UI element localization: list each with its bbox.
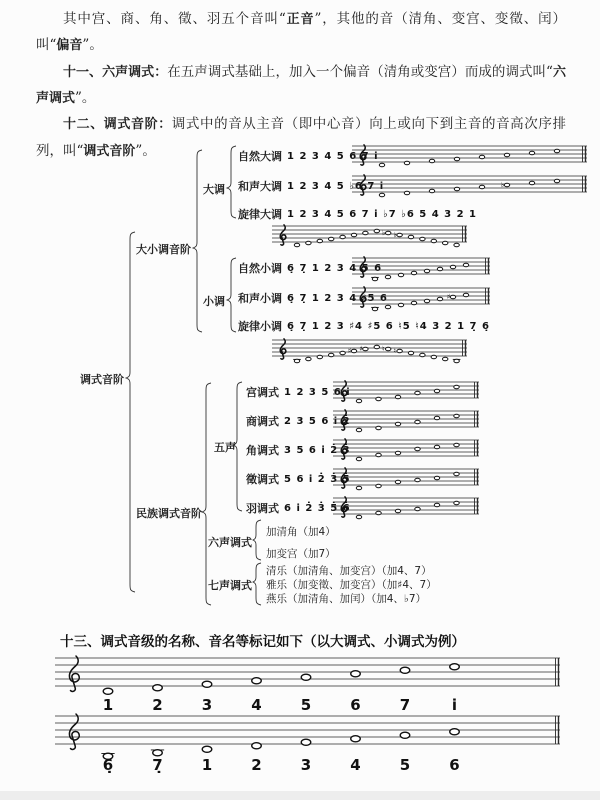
degree-number: 4 bbox=[251, 696, 262, 714]
group-heptatonic-label: 七声调式 bbox=[208, 579, 252, 592]
row-label: 和声大调 bbox=[238, 180, 282, 193]
group-major-label: 大调 bbox=[203, 183, 225, 196]
row-numbers: 5 6 i 2̇ 3̇ 5̇ bbox=[284, 473, 351, 485]
row-numbers: 6 i 2̇ 3̇ 5̇ 6̇ bbox=[284, 502, 351, 514]
tree-root-label: 调式音阶 bbox=[80, 373, 124, 386]
degree-number: 6 bbox=[350, 696, 361, 714]
page-bottom-edge bbox=[0, 791, 600, 800]
row-label: 自然小调 bbox=[238, 262, 282, 275]
heptatonic-item-yanyue: 燕乐（加清角、加闰）（加4、♭7） bbox=[266, 593, 427, 605]
svg-text:♯: ♯ bbox=[347, 346, 352, 356]
group-major-minor-label: 大小调音阶 bbox=[136, 243, 191, 256]
brace-major bbox=[227, 146, 236, 218]
row-label: 羽调式 bbox=[246, 502, 279, 515]
row-label: 旋律小调 bbox=[238, 320, 282, 333]
degree-number: 6 bbox=[449, 756, 460, 774]
row-numbers: 1 2 3 4 5 6 7 i ♭7 ♭6 5 4 3 2 1 bbox=[287, 208, 478, 220]
p1-text: ”，其他的音（清角、变宫、变徵、闰）叫“ bbox=[36, 11, 566, 54]
staff-zhi-mode bbox=[333, 465, 479, 495]
term-liushengdiaoshi: 六声调式 bbox=[36, 64, 566, 107]
staff-major-degrees bbox=[55, 654, 560, 698]
staff-melodic-minor bbox=[272, 336, 467, 366]
group-hexatonic-label: 六声调式 bbox=[208, 536, 252, 549]
p1-text: 其中宫、商、角、徵、羽五个音叫“ bbox=[63, 11, 286, 27]
row-numbers: 3 5 6 i 2̇ 3̇ bbox=[284, 444, 351, 456]
svg-text:♮: ♮ bbox=[393, 346, 396, 356]
heading-12: 十二、调式音阶： bbox=[63, 117, 172, 133]
brace-hexatonic bbox=[253, 520, 261, 560]
degree-number: 5 bbox=[399, 756, 411, 774]
group-minor-label: 小调 bbox=[203, 295, 225, 308]
row-melodic-major bbox=[238, 206, 477, 222]
heptatonic-item-qingyue: 清乐（加清角、加变宫）（加4、7） bbox=[266, 565, 432, 577]
row-numbers: 6̣ 7̣ 1 2 3 4 5 6 bbox=[287, 262, 383, 274]
row-numbers: 1 2 3 5 6 i bbox=[284, 386, 351, 398]
svg-text:♭: ♭ bbox=[500, 180, 505, 190]
heptatonic-item-yayue: 雅乐（加变徵、加变宫）（加♯4、7） bbox=[266, 579, 437, 591]
row-label: 旋律大调 bbox=[238, 208, 282, 221]
row-numbers: 1 2 3 4 5 ♭6 7 i bbox=[287, 180, 385, 192]
staff-natural-minor bbox=[352, 254, 490, 284]
brace-major-minor bbox=[193, 150, 202, 332]
staff-harmonic-minor bbox=[352, 284, 490, 314]
svg-text:♭: ♭ bbox=[393, 230, 397, 240]
brace-minor bbox=[227, 258, 236, 332]
degree-number: 7̣ bbox=[152, 756, 163, 774]
degree-number: 2 bbox=[251, 756, 262, 774]
row-numbers: 6̣ 7̣ 1 2 3 4 ♯5 6 bbox=[287, 292, 388, 304]
staff-natural-major bbox=[352, 142, 587, 172]
row-numbers: 6̣ 7̣ 1 2 3 ♯4 ♯5 6 ♮5 ♮4 3 2 1 7̣ 6̣ bbox=[287, 320, 490, 332]
section-13-heading: 十三、调式音级的名称、音名等标记如下（以大调式、小调式为例） bbox=[60, 634, 465, 650]
paragraph-zhengyin-pianyin bbox=[36, 6, 566, 59]
brace-root bbox=[126, 232, 135, 592]
degree-number: 3 bbox=[201, 696, 213, 714]
paragraph-11-liusheng bbox=[36, 59, 566, 112]
svg-text:♯: ♯ bbox=[359, 344, 363, 354]
svg-text:♭: ♭ bbox=[382, 228, 386, 238]
degree-number: i bbox=[451, 696, 458, 714]
row-label: 宫调式 bbox=[246, 386, 279, 399]
row-numbers: 2 3 5 6 i 2̇ bbox=[284, 415, 351, 427]
p2-text: ”。 bbox=[75, 90, 96, 107]
degree-number: 5 bbox=[300, 696, 312, 714]
svg-text:♮: ♮ bbox=[382, 344, 385, 354]
degree-number: 7 bbox=[399, 696, 411, 714]
row-label: 徵调式 bbox=[246, 473, 279, 486]
mode-scale-tree-diagram bbox=[0, 140, 600, 628]
staff-gong-mode bbox=[333, 378, 479, 408]
hexatonic-item-biangong: 加变宫（加7） bbox=[266, 548, 336, 560]
p1-text: ”。 bbox=[82, 37, 103, 54]
heading-11: 十一、六声调式： bbox=[63, 64, 168, 80]
svg-text:♯: ♯ bbox=[446, 292, 451, 302]
p3-text: ”。 bbox=[135, 142, 156, 159]
degree-number: 1 bbox=[201, 756, 213, 774]
group-pentatonic-label: 五声 bbox=[214, 441, 236, 454]
term-diaoshiyinjie: 调式音阶 bbox=[83, 143, 136, 159]
degree-number: 4 bbox=[350, 756, 361, 774]
degree-number: 3 bbox=[300, 756, 312, 774]
staff-yu-mode bbox=[333, 494, 479, 524]
hexatonic-item-qingjue: 加清角（加4） bbox=[266, 526, 336, 538]
brace-national bbox=[202, 383, 211, 605]
staff-melodic-major bbox=[272, 222, 467, 252]
group-national-label: 民族调式音阶 bbox=[136, 507, 202, 520]
row-label: 商调式 bbox=[246, 415, 279, 428]
term-zhengyin: 正音 bbox=[285, 12, 315, 27]
brace-heptatonic bbox=[253, 563, 261, 605]
staff-harmonic-major bbox=[352, 172, 587, 202]
section-13 bbox=[0, 628, 600, 798]
degree-number: 2 bbox=[152, 696, 163, 714]
degree-number: 1 bbox=[102, 696, 114, 714]
row-label: 自然大调 bbox=[238, 150, 282, 163]
degree-number: 6̣ bbox=[102, 756, 114, 774]
minor-degree-numbers bbox=[55, 756, 560, 776]
row-label: 角调式 bbox=[246, 444, 279, 457]
row-label: 和声小调 bbox=[238, 292, 282, 305]
staff-shang-mode bbox=[333, 407, 479, 437]
row-numbers: 1 2 3 4 5 6 7 i bbox=[287, 150, 379, 162]
p2-text: 在五声调式基础上，加入一个偏音（清角或变宫）而成的调式叫“ bbox=[167, 63, 553, 80]
staff-jue-mode bbox=[333, 436, 479, 466]
staff-minor-degrees bbox=[55, 712, 560, 762]
p3-text: 调式中的音从主音（即中心音）向上或向下到主音的音高次序排列，叫“ bbox=[36, 116, 566, 159]
row-melodic-minor bbox=[238, 318, 490, 334]
term-pianyin: 偏音 bbox=[56, 38, 83, 54]
